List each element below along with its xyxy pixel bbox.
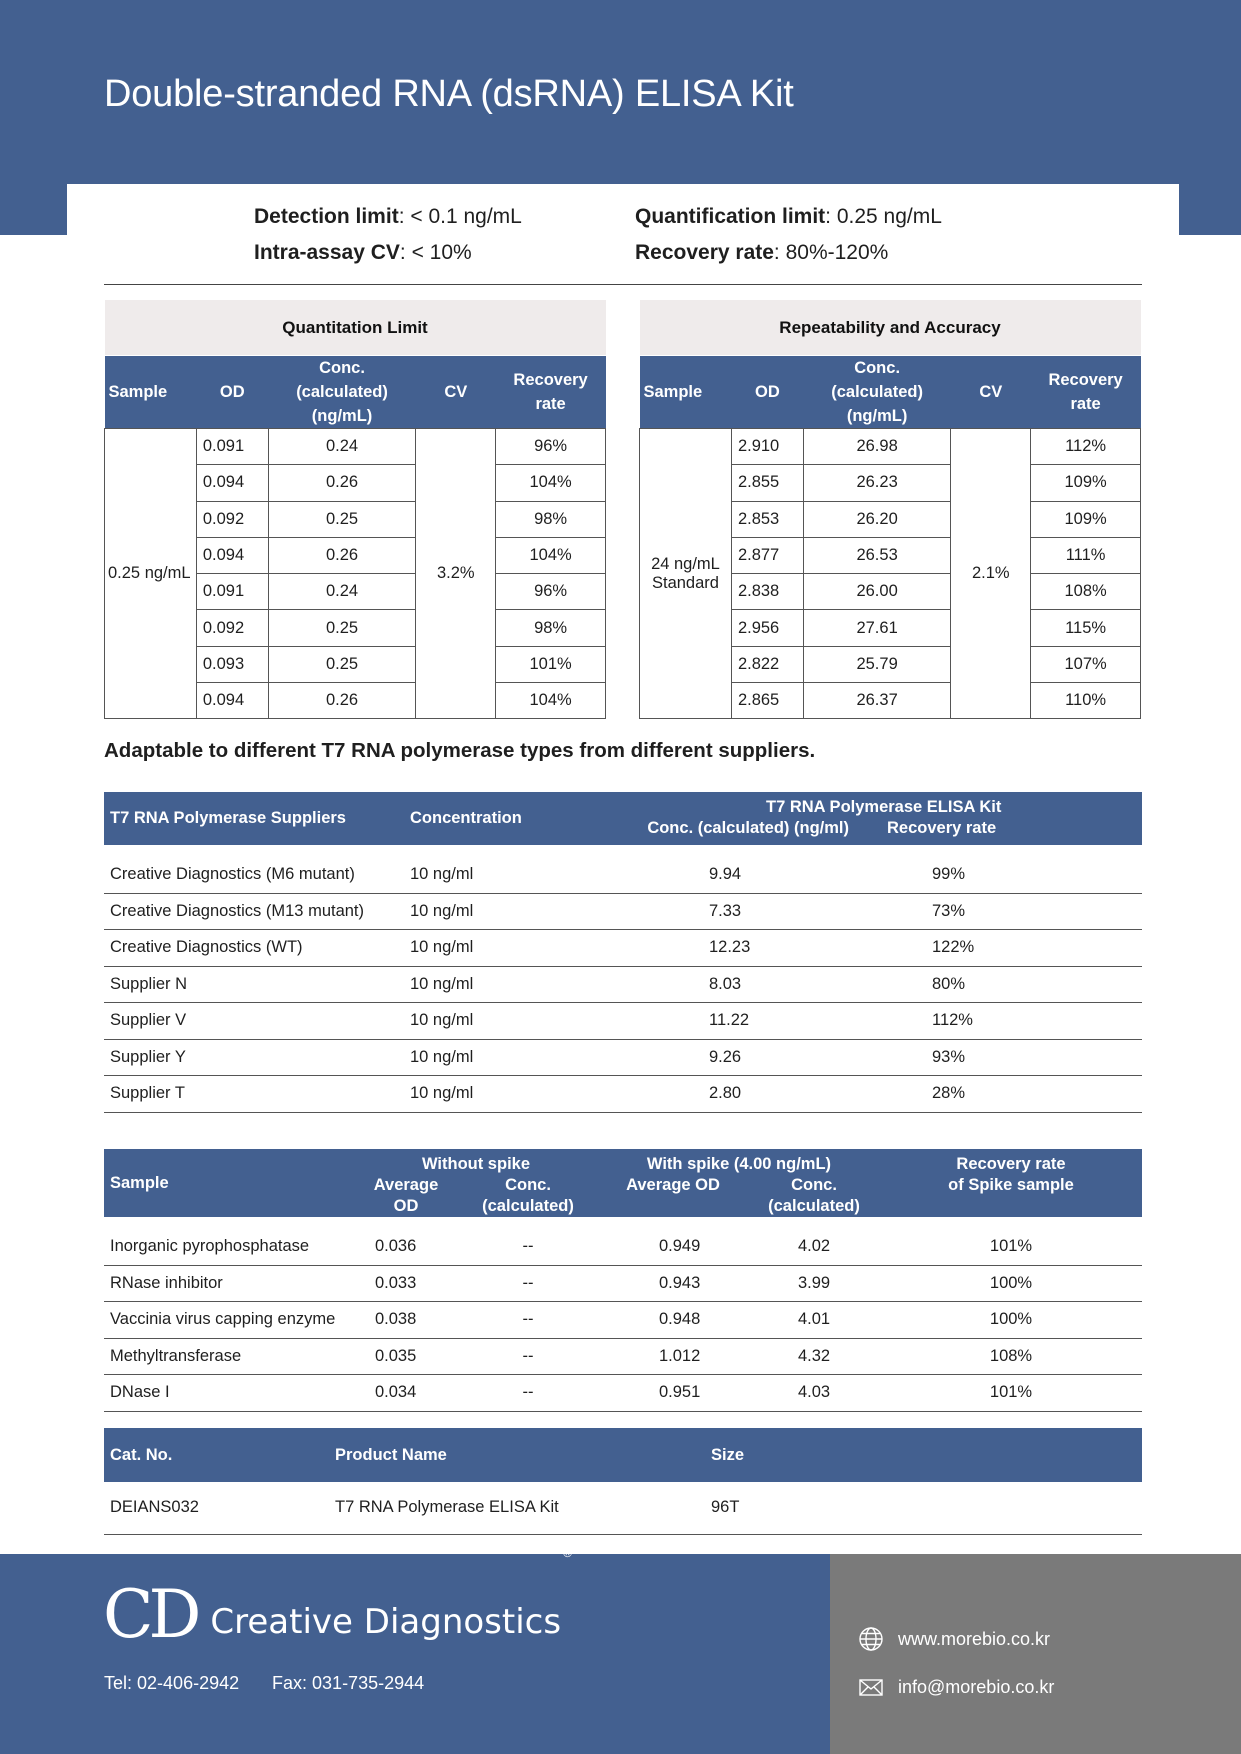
recovery-cell: 108% (880, 1338, 1142, 1375)
divider (104, 284, 1142, 285)
conc-cell: 0.26 (268, 537, 416, 573)
phone-number (104, 1673, 239, 1694)
column-header: Conc. (calculated) (ng/ml) (636, 818, 861, 845)
column-header: T7 RNA Polymerase Suppliers (104, 792, 404, 845)
recovery-cell: 99% (861, 857, 1142, 893)
column-header: Conc.(calculated) (748, 1175, 880, 1217)
od-cell: 2.838 (731, 574, 803, 610)
column-header: Recovery rate (880, 1149, 1142, 1175)
recovery-cell: 104% (496, 683, 606, 719)
column-header: OD (731, 356, 803, 429)
concentration-cell: 10 ng/ml (404, 857, 636, 893)
conc-calc-cell: 11.22 (636, 1003, 861, 1040)
recovery-cell: 98% (496, 501, 606, 537)
table-caption: Quantitation Limit (105, 300, 606, 356)
column-header: Recovery rate (861, 818, 1142, 845)
column-header: of Spike sample (880, 1175, 1142, 1217)
od-cell: 0.093 (196, 646, 268, 682)
table-row (640, 429, 1141, 465)
table-row (104, 930, 1142, 967)
od-cell: 0.092 (196, 501, 268, 537)
fax-value: 031-735-2944 (312, 1673, 425, 1693)
column-group-header: T7 RNA Polymerase ELISA Kit (636, 792, 1142, 818)
column-header: Recovery rate (1031, 356, 1141, 429)
recovery-cell: 101% (496, 646, 606, 682)
table-row (104, 966, 1142, 1003)
table-row (104, 1482, 1142, 1534)
spec-quantification-limit (635, 205, 942, 229)
column-header: OD (196, 356, 268, 429)
cv-cell: 2.1% (951, 429, 1031, 719)
spec-label: Detection limit (254, 205, 399, 228)
conc-cell: 25.79 (803, 646, 951, 682)
recovery-cell: 100% (880, 1265, 1142, 1302)
column-header: Average OD (598, 1175, 748, 1217)
conc-cell: 26.20 (803, 501, 951, 537)
od-cell: 2.855 (731, 465, 803, 501)
table-row (104, 1076, 1142, 1113)
recovery-cell: 109% (1031, 465, 1141, 501)
recovery-cell: 96% (496, 574, 606, 610)
od-cell: 2.822 (731, 646, 803, 682)
od-cell: 0.092 (196, 610, 268, 646)
spec-label: Intra-assay CV (254, 241, 400, 264)
od-cell: 2.910 (731, 429, 803, 465)
conc-cell: 0.26 (268, 683, 416, 719)
concentration-cell: 10 ng/ml (404, 1003, 636, 1040)
sample-cell: 24 ng/mL Standard (640, 429, 732, 719)
od-cell: 1.012 (598, 1338, 748, 1375)
product-name-cell: T7 RNA Polymerase ELISA Kit (329, 1482, 705, 1534)
table-row (104, 1338, 1142, 1375)
globe-icon (858, 1626, 884, 1652)
recovery-cell: 107% (1031, 646, 1141, 682)
email-link[interactable] (858, 1674, 1054, 1700)
od-cell: 0.091 (196, 574, 268, 610)
column-header: Concentration (404, 792, 636, 845)
table-row (104, 1229, 1142, 1265)
website-text[interactable]: www.morebio.co.kr (898, 1628, 1051, 1649)
section-heading: Adaptable to different T7 RNA polymerase types from different suppliers. (104, 739, 816, 762)
spec-label: Recovery rate (635, 241, 774, 264)
concentration-cell: 10 ng/ml (404, 966, 636, 1003)
quantitation-limit-table (104, 300, 606, 719)
od-cell: 0.949 (598, 1229, 748, 1265)
envelope-icon (858, 1674, 884, 1700)
supplier-cell: Creative Diagnostics (M6 mutant) (104, 857, 404, 893)
recovery-cell: 109% (1031, 501, 1141, 537)
od-cell: 0.034 (354, 1375, 458, 1412)
recovery-cell: 80% (861, 966, 1142, 1003)
od-cell: 0.943 (598, 1265, 748, 1302)
column-header: Conc.(calculated) (458, 1175, 598, 1217)
conc-cell: -- (458, 1302, 598, 1339)
spec-value: : 0.25 ng/mL (825, 205, 942, 228)
footer-contact-panel (830, 1554, 1241, 1754)
od-cell: 0.951 (598, 1375, 748, 1412)
email-text[interactable]: info@morebio.co.kr (898, 1676, 1055, 1697)
column-header: Product Name (329, 1428, 705, 1482)
od-cell: 0.036 (354, 1229, 458, 1265)
phone-value: 02-406-2942 (137, 1673, 240, 1693)
conc-cell: 4.03 (748, 1375, 880, 1412)
recovery-cell: 115% (1031, 610, 1141, 646)
od-cell: 0.033 (354, 1265, 458, 1302)
size-cell: 96T (705, 1482, 1142, 1534)
recovery-cell: 111% (1031, 537, 1141, 573)
conc-cell: 26.37 (803, 683, 951, 719)
supplier-cell: Supplier V (104, 1003, 404, 1040)
recovery-cell: 122% (861, 930, 1142, 967)
conc-cell: 0.24 (268, 429, 416, 465)
conc-cell: 26.53 (803, 537, 951, 573)
fax-number (272, 1673, 424, 1694)
concentration-cell: 10 ng/ml (404, 1039, 636, 1076)
order-table (104, 1428, 1142, 1535)
od-cell: 2.865 (731, 683, 803, 719)
recovery-cell: 110% (1031, 683, 1141, 719)
conc-calc-cell: 8.03 (636, 966, 861, 1003)
column-header: Recovery rate (496, 356, 606, 429)
conc-cell: -- (458, 1338, 598, 1375)
recovery-cell: 96% (496, 429, 606, 465)
conc-calc-cell: 9.94 (636, 857, 861, 893)
conc-cell: 26.98 (803, 429, 951, 465)
column-header: Conc. (calculated) (ng/mL) (803, 356, 951, 429)
concentration-cell: 10 ng/ml (404, 930, 636, 967)
table-row (104, 1039, 1142, 1076)
website-link[interactable] (858, 1626, 1050, 1652)
sample-cell: Methyltransferase (104, 1338, 354, 1375)
recovery-cell: 101% (880, 1229, 1142, 1265)
conc-cell: 4.02 (748, 1229, 880, 1265)
conc-cell: -- (458, 1375, 598, 1412)
recovery-cell: 101% (880, 1375, 1142, 1412)
od-cell: 0.948 (598, 1302, 748, 1339)
table-row (104, 1265, 1142, 1302)
column-group-header: With spike (4.00 ng/mL) (598, 1149, 880, 1175)
conc-calc-cell: 12.23 (636, 930, 861, 967)
repeatability-table (639, 300, 1141, 719)
od-cell: 0.091 (196, 429, 268, 465)
supplier-cell: Creative Diagnostics (WT) (104, 930, 404, 967)
supplier-cell: Supplier Y (104, 1039, 404, 1076)
spec-value: : < 0.1 ng/mL (398, 205, 522, 228)
table-row (104, 893, 1142, 930)
conc-calc-cell: 9.26 (636, 1039, 861, 1076)
fax-label: Fax: (272, 1673, 308, 1693)
conc-cell: 0.25 (268, 646, 416, 682)
conc-cell: -- (458, 1265, 598, 1302)
table-row (104, 1375, 1142, 1412)
page-title: Double-stranded RNA (dsRNA) ELISA Kit (104, 73, 794, 115)
conc-cell: 0.26 (268, 465, 416, 501)
od-cell: 2.956 (731, 610, 803, 646)
table-caption: Repeatability and Accuracy (640, 300, 1141, 356)
table-row (104, 857, 1142, 893)
phone-label: Tel: (104, 1673, 133, 1693)
recovery-cell: 73% (861, 893, 1142, 930)
supplier-cell: Supplier T (104, 1076, 404, 1113)
spec-value: : 80%-120% (773, 241, 889, 264)
column-group-header: Without spike (354, 1149, 598, 1175)
conc-cell: 4.32 (748, 1338, 880, 1375)
od-cell: 0.035 (354, 1338, 458, 1375)
concentration-cell: 10 ng/ml (404, 893, 636, 930)
conc-calc-cell: 2.80 (636, 1076, 861, 1113)
spec-intra-assay-cv (254, 241, 472, 265)
od-cell: 0.094 (196, 683, 268, 719)
supplier-cell: Supplier N (104, 966, 404, 1003)
conc-cell: 0.25 (268, 501, 416, 537)
column-header: Sample (105, 356, 197, 429)
cat-no-cell: DEIANS032 (104, 1482, 329, 1534)
recovery-cell: 93% (861, 1039, 1142, 1076)
od-cell: 2.853 (731, 501, 803, 537)
recovery-cell: 104% (496, 537, 606, 573)
column-header: Size (705, 1428, 1142, 1482)
spike-recovery-table (104, 1149, 1142, 1412)
recovery-cell: 108% (1031, 574, 1141, 610)
recovery-cell: 98% (496, 610, 606, 646)
logo-name: Creative Diagnostics (210, 1602, 562, 1642)
column-header: Average OD (354, 1175, 458, 1217)
conc-cell: 4.01 (748, 1302, 880, 1339)
table-row (104, 1003, 1142, 1040)
column-header: Cat. No. (104, 1428, 329, 1482)
conc-cell: 3.99 (748, 1265, 880, 1302)
column-header: CV (951, 356, 1031, 429)
conc-cell: 27.61 (803, 610, 951, 646)
recovery-cell: 100% (880, 1302, 1142, 1339)
od-cell: 0.094 (196, 537, 268, 573)
sample-cell: Inorganic pyrophosphatase (104, 1229, 354, 1265)
conc-cell: 0.24 (268, 574, 416, 610)
spec-recovery-rate (635, 241, 888, 265)
column-header: CV (416, 356, 496, 429)
spec-value: : < 10% (399, 241, 472, 264)
logo-mark: CD (103, 1576, 197, 1653)
company-logo (103, 1546, 572, 1653)
recovery-cell: 104% (496, 465, 606, 501)
table-row (105, 429, 606, 465)
sample-cell: 0.25 ng/mL (105, 429, 197, 719)
conc-cell: 0.25 (268, 610, 416, 646)
column-header: Sample (640, 356, 732, 429)
od-cell: 0.038 (354, 1302, 458, 1339)
recovery-cell: 112% (861, 1003, 1142, 1040)
supplier-cell: Creative Diagnostics (M13 mutant) (104, 893, 404, 930)
concentration-cell: 10 ng/ml (404, 1076, 636, 1113)
sample-cell: DNase I (104, 1375, 354, 1412)
sample-cell: RNase inhibitor (104, 1265, 354, 1302)
recovery-cell: 28% (861, 1076, 1142, 1113)
spec-label: Quantification limit (635, 205, 826, 228)
registered-mark: ® (563, 1546, 572, 1560)
cv-cell: 3.2% (416, 429, 496, 719)
od-cell: 2.877 (731, 537, 803, 573)
recovery-cell: 112% (1031, 429, 1141, 465)
table-row (104, 1302, 1142, 1339)
conc-cell: 26.00 (803, 574, 951, 610)
conc-cell: -- (458, 1229, 598, 1265)
supplier-table (104, 792, 1142, 1113)
column-header: Sample (104, 1149, 354, 1217)
conc-cell: 26.23 (803, 465, 951, 501)
conc-calc-cell: 7.33 (636, 893, 861, 930)
column-header: Conc. (calculated) (ng/mL) (268, 356, 416, 429)
sample-cell: Vaccinia virus capping enzyme (104, 1302, 354, 1339)
spec-detection-limit (254, 205, 522, 229)
od-cell: 0.094 (196, 465, 268, 501)
